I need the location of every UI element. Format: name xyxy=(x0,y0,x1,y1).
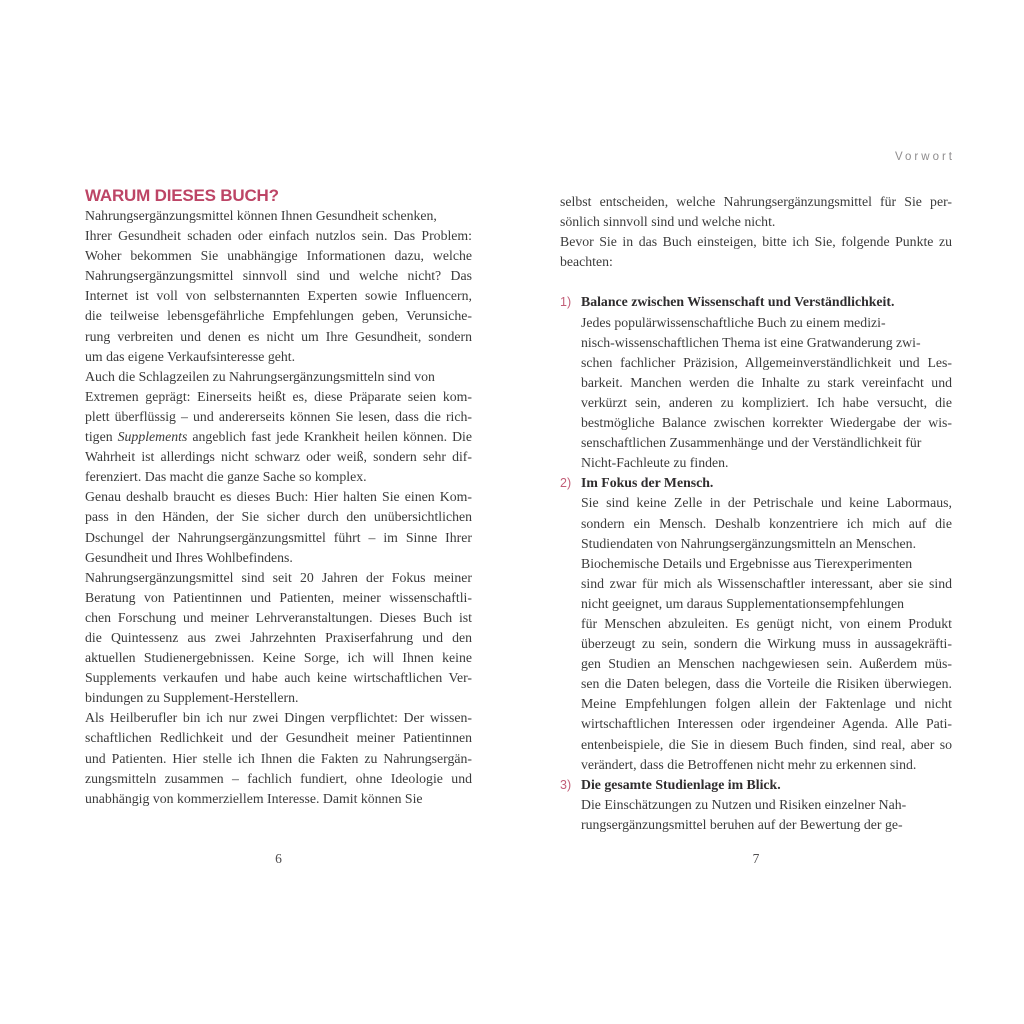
text-line: die teilweise lebensgefährliche Empfehlungen geben, Verunsiche- xyxy=(85,308,472,324)
text-line: Dschungel der Nahrungsergänzungsmittel führt – im Sinne Ihrer xyxy=(85,529,472,545)
text-line: die Quintessenz aus zwei Jahrzehnten Praxiserfahrung und den xyxy=(85,629,472,645)
text-line: zungsmitteln zusammen – fachlich fundiert, ohne Ideologie und xyxy=(85,770,472,786)
list-item-title: Im Fokus der Mensch. xyxy=(581,475,714,491)
text-line: Internet ist voll von selbsternannten Experten sowie Influencern, xyxy=(85,288,472,304)
text-line: barkeit. Manchen werden die Inhalte zu stark vereinfacht und xyxy=(581,374,952,390)
text-line: um das eigene Verkaufsinteresse geht. xyxy=(85,348,296,364)
text-line: Nahrungsergänzungsmittel sind seit 20 Jahren der Fokus meiner xyxy=(85,569,472,585)
text-line: sönlich sinnvoll sind und welche nicht. xyxy=(560,214,776,230)
numbered-list-item xyxy=(560,292,952,473)
left-page-body xyxy=(85,206,472,809)
paragraph xyxy=(85,568,472,709)
text-line: Sie sind keine Zelle in der Petrischale und keine Labormaus, xyxy=(581,495,952,511)
text-line: Nicht-Fachleute zu finden. xyxy=(581,455,729,471)
text-line: schen fachlicher Präzision, Allgemeinverständlichkeit und Les- xyxy=(581,354,952,370)
right-page-body xyxy=(560,192,952,835)
running-header: Vorwort xyxy=(895,151,955,163)
numbered-list-item xyxy=(560,775,952,835)
text-line: beachten: xyxy=(560,254,613,270)
text-line: Nahrungsergänzungsmittel können Ihnen Gesundheit schenken, xyxy=(85,208,437,223)
text-line: senschaftlichen Zusammenhänge und der Verständlichkeit für xyxy=(581,435,922,451)
text-line: Supplements verkaufen und habe auch keine wirtschaftlichen Ver- xyxy=(85,670,472,686)
text-line: gen Studien an Menschen nachgewiesen sein. Außerdem müs- xyxy=(581,656,952,672)
right-page xyxy=(560,150,955,835)
text-line: Biochemische Details und Ergebnisse aus Tierexperimenten xyxy=(581,555,913,571)
text-line: plett überflüssig – und andererseits können Sie lesen, dass die rich- xyxy=(85,408,472,424)
text-line: Bevor Sie in das Buch einsteigen, bitte ich Sie, folgende Punkte zu xyxy=(560,234,952,250)
text-line: chen Forschung und meiner Lehrveranstaltungen. Dieses Buch ist xyxy=(85,609,472,625)
text-line: Extremen geprägt: Einerseits heißt es, diese Präparate seien kom- xyxy=(85,388,472,404)
text-line: Woher bekommen Sie unabhängige Informationen dazu, welche xyxy=(85,248,472,264)
text-line: ferenziert. Das macht die ganze Sache so komplex. xyxy=(85,469,367,485)
text-line: Die Einschätzungen zu Nutzen und Risiken einzelner Nah- xyxy=(581,796,907,812)
text-line: Ihrer Gesundheit schaden oder einfach nutzlos sein. Das Problem: xyxy=(85,228,472,244)
text-line: Beratung von Patientinnen und Patienten, meiner wissenschaftli- xyxy=(85,589,472,605)
text-line: selbst entscheiden, welche Nahrungsergänzungsmittel für Sie per- xyxy=(560,194,952,209)
list-number: 3) xyxy=(560,777,572,792)
numbered-list-item xyxy=(560,473,952,774)
vertical-spacer xyxy=(560,272,952,292)
text-line: bindungen zu Supplement-Herstellern. xyxy=(85,690,299,706)
text-line: unabhängig von kommerziellem Interesse. Damit können Sie xyxy=(85,790,423,806)
text-line: wirtschaftlichen Interessen oder irgendeiner Agenda. Alle Pati- xyxy=(581,716,952,732)
text-line: überzeugt zu sein, sondern die Wirkung muss in aussagekräfti- xyxy=(581,636,952,652)
text-line: rungsergänzungsmittel beruhen auf der Bewertung der ge- xyxy=(581,816,903,832)
text-line: entenbeispiele, die Sie in diesem Buch finden, sind real, aber so xyxy=(581,736,952,752)
text-line: rung verbreiten und denen es nicht um Ihre Gesundheit, sondern xyxy=(85,328,472,344)
text-line: bestmögliche Balance zwischen korrekter Wiedergabe der wis- xyxy=(581,415,952,431)
text-line: tigen Supplements angeblich fast jede Krankheit heilen können. Die xyxy=(85,429,472,445)
text-line: sondern ein Mensch. Deshalb konzentriere ich mich auf die xyxy=(581,515,952,531)
text-line: Auch die Schlagzeilen zu Nahrungsergänzungsmitteln sind von xyxy=(85,368,435,384)
text-line: für Menschen abzuleiten. Es genügt nicht, von einem Produkt xyxy=(581,615,952,631)
paragraph xyxy=(85,487,472,567)
paragraph xyxy=(85,367,472,488)
text-line: Gesundheit und Ihres Wohlbefindens. xyxy=(85,549,293,565)
page-title: WARUM DIESES BUCH? xyxy=(85,186,279,205)
text-line: Wahrheit ist allerdings nicht schwarz oder weiß, sondern sehr dif- xyxy=(85,449,472,465)
text-line: Meine Empfehlungen folgen allein der Faktenlage und nicht xyxy=(581,696,952,712)
text-line: sen die Daten belegen, dass die Vorteile die Risiken überwiegen. xyxy=(581,676,952,692)
text-line: nisch-wissenschaftlichen Thema ist eine Gratwanderung zwi- xyxy=(581,334,921,350)
page-number-right: 7 xyxy=(752,851,760,866)
text-line: nicht geeignet, um daraus Supplementationsempfehlungen xyxy=(581,595,904,611)
text-line: Studiendaten von Nahrungsergänzungsmitteln an Menschen. xyxy=(581,535,917,551)
text-line: pass in den Händen, der Sie sicher durch den unübersichtlichen xyxy=(85,509,472,525)
text-line: Als Heilberufler bin ich nur zwei Dingen verpflichtet: Der wissen- xyxy=(85,710,472,726)
left-page xyxy=(85,185,472,809)
text-line: aktuellen Studienergebnissen. Keine Sorge, ich will Ihnen keine xyxy=(85,650,472,666)
text-line: schaftlichen Redlichkeit und der Gesundheit meiner Patientinnen xyxy=(85,730,472,746)
list-item-title: Balance zwischen Wissenschaft und Verständlichkeit. xyxy=(581,294,895,310)
text-line: sind zwar für mich als Wissenschaftler interessant, aber sie sind xyxy=(581,575,952,591)
text-line: Genau deshalb braucht es dieses Buch: Hier halten Sie einen Kom- xyxy=(85,489,472,505)
list-item-title: Die gesamte Studienlage im Blick. xyxy=(581,776,781,792)
paragraph xyxy=(85,708,472,808)
text-line: Nahrungsergänzungsmittel sinnvoll sind und welche nicht? Das xyxy=(85,268,472,284)
text-line: Jedes populärwissenschaftliche Buch zu einem medizi- xyxy=(581,314,886,330)
page-number-left: 6 xyxy=(275,851,282,866)
text-line: und Patienten. Hier stelle ich Ihnen die Fakten zu Nahrungsergän- xyxy=(85,750,472,766)
paragraph xyxy=(560,192,952,232)
paragraph xyxy=(85,206,472,367)
paragraph xyxy=(560,232,952,272)
list-number: 1) xyxy=(560,295,572,310)
text-line: verkürzt sein, anderen zu kompliziert. Ich habe versucht, die xyxy=(581,394,952,410)
text-line: verändert, dass die Betroffenen nicht mehr zu erkennen sind. xyxy=(581,756,917,772)
list-number: 2) xyxy=(560,476,572,491)
